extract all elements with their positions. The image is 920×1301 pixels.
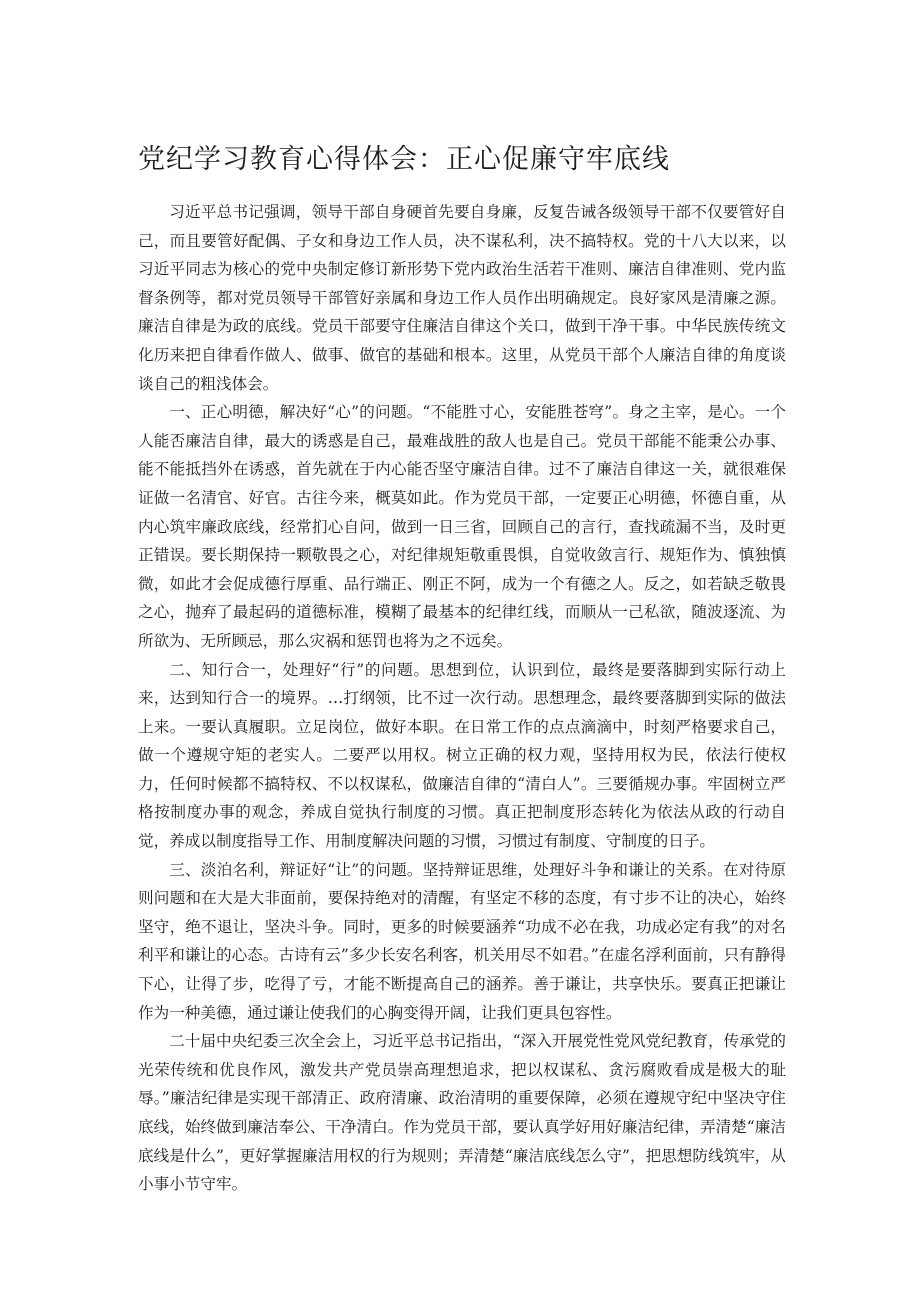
paragraph-section-three: 三、淡泊名利，辩证好“让”的问题。坚持辩证思维，处理好斗争和谦让的关系。在对待原则问题和在大是大非面前，要保持绝对的清醒，有坚定不移的态度，有寸步不让的决心，始终坚守，绝不退让，坚决斗争。同时，更多的时候要涵养“功成不必在我，功成必定有我”的对名利平和谦让的心态。古诗有云”多少长安名利客，机关用尽不如君。”在虚名浮利面前，只有静得下心，让得了步，吃得了亏，才能不断提高自己的涵养。善于谦让，共享快乐。要真正把谦让作为一种美德，通过谦让使我们的心胸变得开阔，让我们更具包容性。	[138, 860, 786, 1022]
paragraph-section-two: 二、知行合一，处理好“行”的问题。思想到位，认识到位，最终是要落脚到实际行动上来，达到知行合一的境界。…打纲领，比不过一次行动。思想理念，最终要落脚到实际的做法上来。一要认真履职。立足岗位，做好本职。在日常工作的点点滴滴中，时刻严格要求自己，做一个遵规守矩的老实人。二要严以用权。树立正确的权力观，坚持用权为民，依法行使权力，任何时候都不搞特权、不以权谋私，做廉洁自律的“清白人”。三要循规办事。牢固树立严格按制度办事的观念，养成自觉执行制度的习惯。真正把制度形态转化为依法从政的行动自觉，养成以制度指导工作、用制度解决问题的习惯，习惯过有制度、守制度的日子。	[138, 660, 786, 851]
paragraph-intro: 习近平总书记强调，领导干部自身硬首先要自身廉，反复告诫各级领导干部不仅要管好自己，而且要管好配偶、子女和身边工作人员，决不谋私利，决不搞特权。党的十八大以来，以习近平同志为核心的党中央制定修订新形势下党内政治生活若干准则、廉洁自律准则、党内监督条例等，都对党员领导干部管好亲属和身边工作人员作出明确规定。良好家风是清廉之源。廉洁自律是为政的底线。党员干部要守住廉洁自律这个关口，做到干净干事。中华民族传统文化历来把自律看作做人、做事、做官的基础和根本。这里，从党员干部个人廉洁自律的角度谈谈自己的粗浅体会。	[138, 203, 786, 393]
document-page	[138, 140, 786, 1199]
paragraph-conclusion: 二十届中央纪委三次全会上，习近平总书记指出，“深入开展党性党风党纪教育，传承党的光荣传统和优良作风，激发共产党员崇高理想追求，把以权谋私、贪污腐败看成是极大的耻辱。”廉洁纪律是实现干部清正、政府清廉、政治清明的重要保障，必须在遵规守纪中坚决守住底线，始终做到廉洁奉公、干净清白。作为党员干部，要认真学好用好廉洁纪律，弄清楚“廉洁底线是什么”，更好掌握廉洁用权的行为规则；弄清楚“廉洁底线怎么守”，把思想防线筑牢，从小事小节守牢。	[138, 1032, 786, 1194]
document-title: 党纪学习教育心得体会：正心促廉守牢底线	[138, 144, 670, 175]
paragraph-section-one: 一、正心明德，解决好“心”的问题。“不能胜寸心，安能胜苍穹”。身之主宰，是心。一个人能否廉洁自律，最大的诱惑是自己，最难战胜的敌人也是自己。党员干部能不能秉公办事、能不能抵挡外在诱惑，首先就在于内心能否坚守廉洁自律。过不了廉洁自律这一关，就很难保证做一名清官、好官。古往今来，概莫如此。作为党员干部，一定要正心明德，怀德自重，从内心筑牢廉政底线，经常扪心自问，做到一日三省，回顾自己的言行，查找疏漏不当，及时更正错误。要长期保持一颗敬畏之心，对纪律规矩敬重畏惧，自觉收敛言行、规矩作为、慎独慎微，如此才会促成德行厚重、品行端正、刚正不阿，成为一个有德之人。反之，如若缺乏敬畏之心，抛弃了最起码的道德标准，模糊了最基本的纪律红线，而顺从一己私欲，随波逐流、为所欲为、无所顾忌，那么灾祸和惩罚也将为之不远矣。	[138, 403, 786, 650]
